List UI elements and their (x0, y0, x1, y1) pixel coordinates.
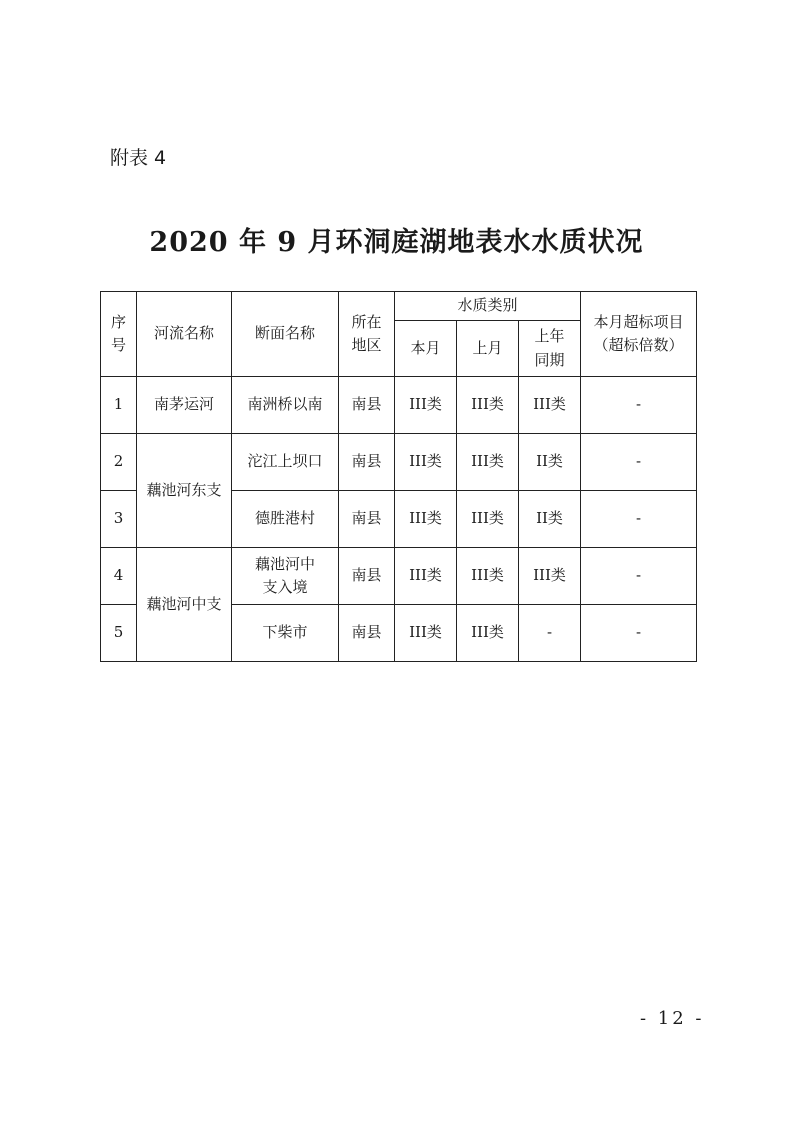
cell-this-month: III类 (395, 605, 457, 662)
appendix-label: 附表 4 (110, 147, 167, 169)
cell-region: 南县 (339, 491, 395, 548)
header-section: 断面名称 (232, 292, 339, 377)
table-row (101, 434, 697, 491)
water-quality-table (100, 291, 697, 662)
header-exceed: 本月超标项目（超标倍数） (581, 292, 697, 377)
cell-seq: 3 (101, 491, 137, 548)
cell-exceed: - (581, 377, 697, 434)
cell-this-month: III类 (395, 491, 457, 548)
cell-region: 南县 (339, 434, 395, 491)
header-last-month: 上月 (457, 321, 519, 377)
header-seq: 序号 (101, 292, 137, 377)
cell-last-month: III类 (457, 548, 519, 605)
cell-region: 南县 (339, 548, 395, 605)
page-title: 2020 年 9 月环洞庭湖地表水水质状况 (149, 227, 644, 258)
header-river: 河流名称 (137, 292, 232, 377)
header-region: 所在地区 (339, 292, 395, 377)
cell-seq: 4 (101, 548, 137, 605)
header-last-year: 上年同期 (519, 321, 581, 377)
cell-section: 南洲桥以南 (232, 377, 339, 434)
cell-section: 沱江上坝口 (232, 434, 339, 491)
cell-region: 南县 (339, 605, 395, 662)
cell-exceed: - (581, 605, 697, 662)
cell-last-year: II类 (519, 491, 581, 548)
cell-seq: 2 (101, 434, 137, 491)
cell-last-year: II类 (519, 434, 581, 491)
cell-region: 南县 (339, 377, 395, 434)
cell-this-month: III类 (395, 434, 457, 491)
page-number: - 12 - (640, 1008, 705, 1029)
cell-section: 下柴市 (232, 605, 339, 662)
cell-river: 藕池河东支 (137, 434, 232, 548)
cell-this-month: III类 (395, 377, 457, 434)
cell-exceed: - (581, 548, 697, 605)
cell-last-year: III类 (519, 548, 581, 605)
cell-seq: 5 (101, 605, 137, 662)
cell-last-month: III类 (457, 605, 519, 662)
cell-last-year: - (519, 605, 581, 662)
cell-last-month: III类 (457, 491, 519, 548)
cell-section: 德胜港村 (232, 491, 339, 548)
cell-this-month: III类 (395, 548, 457, 605)
cell-river: 藕池河中支 (137, 548, 232, 662)
table-row (101, 548, 697, 605)
cell-exceed: - (581, 491, 697, 548)
header-this-month: 本月 (395, 321, 457, 377)
cell-seq: 1 (101, 377, 137, 434)
cell-last-month: III类 (457, 377, 519, 434)
cell-section: 藕池河中支入境 (232, 548, 339, 605)
header-quality-group: 水质类别 (395, 292, 581, 321)
cell-last-month: III类 (457, 434, 519, 491)
table-row (101, 377, 697, 434)
cell-last-year: III类 (519, 377, 581, 434)
cell-river: 南茅运河 (137, 377, 232, 434)
cell-exceed: - (581, 434, 697, 491)
